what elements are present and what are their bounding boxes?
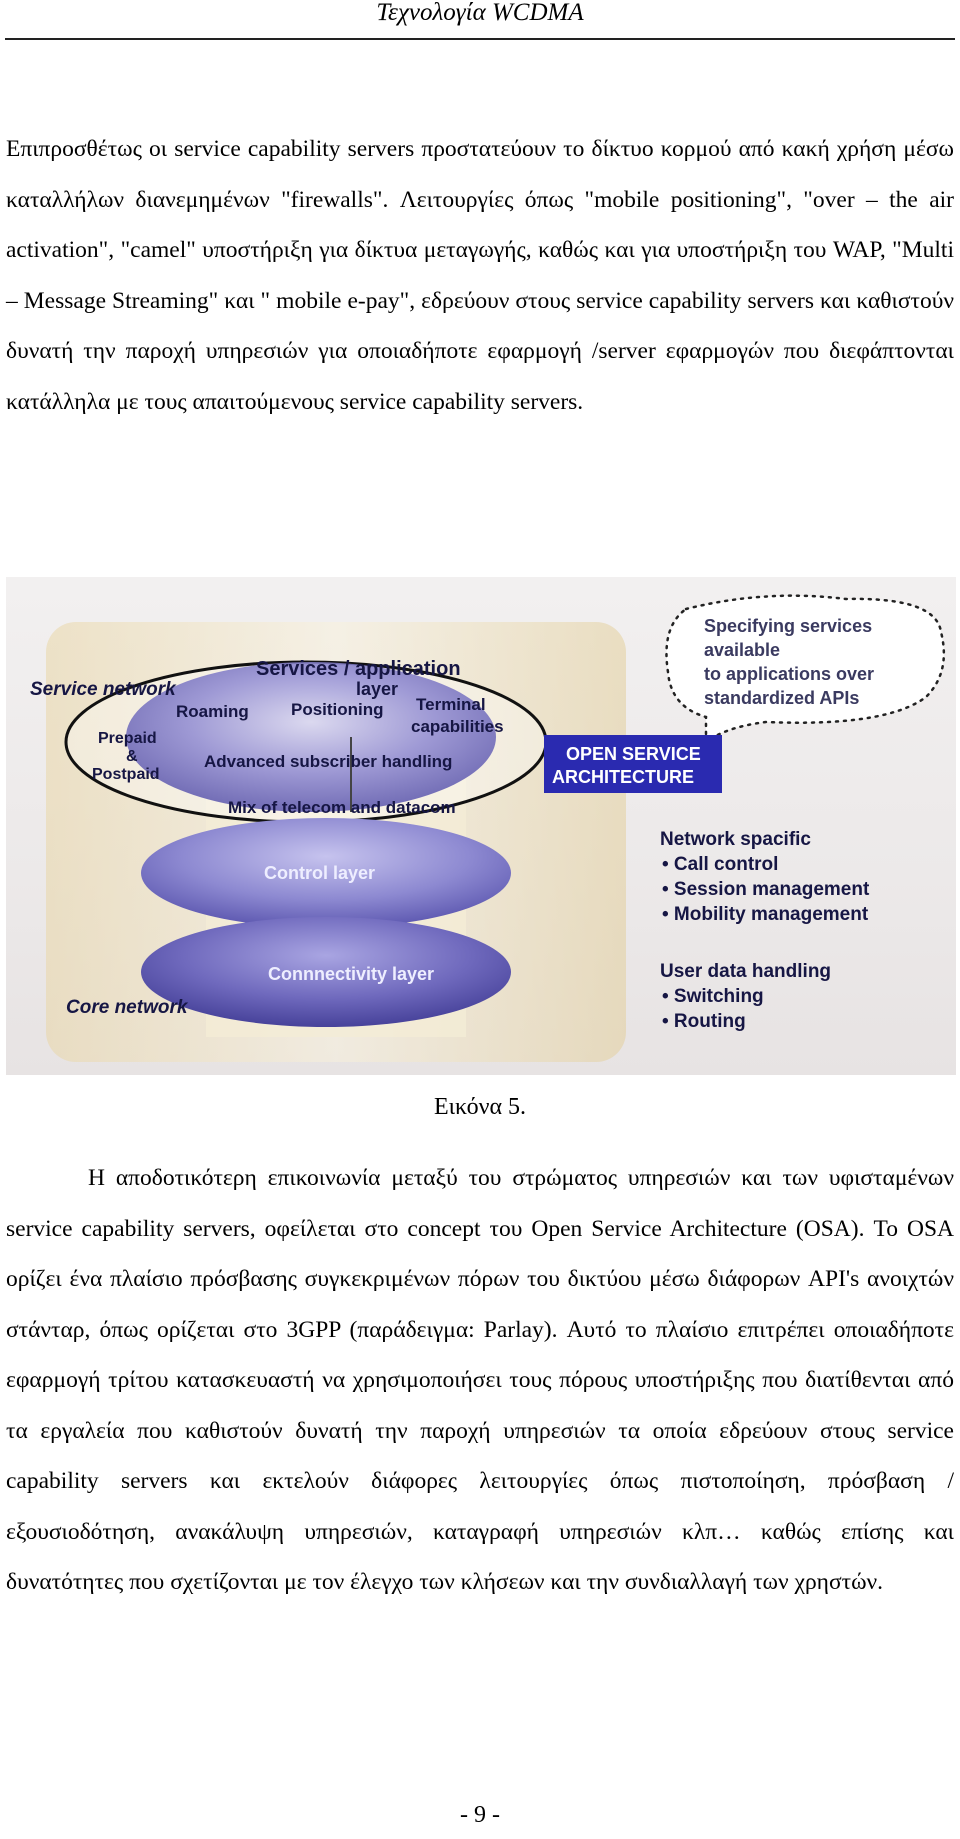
running-header: Τεχνολογία WCDMA [376, 0, 584, 26]
services-layer-label-1: Services / application [256, 658, 461, 680]
figure-caption: Εικόνα 5. [433, 1094, 527, 1120]
mix-telecom-label: Mix of telecom and datacom [228, 798, 456, 817]
services-layer-label-2: layer [356, 679, 399, 699]
network-specific-item: • Session management [662, 879, 870, 900]
user-data-title: User data handling [660, 961, 832, 982]
prepaid-label-3: Postpaid [92, 766, 160, 783]
cloud-label-2: available [704, 640, 781, 660]
connectivity-layer-label: Connnectivity layer [268, 964, 435, 984]
user-data-item: • Routing [662, 1011, 746, 1032]
terminal-label-1: Terminal [416, 695, 486, 714]
osa-diagram-svg [6, 577, 956, 1075]
prepaid-label-2: & [126, 748, 138, 765]
roaming-label: Roaming [176, 702, 249, 721]
header-divider [5, 38, 955, 40]
core-network-label: Core network [66, 997, 188, 1018]
services-disc [126, 662, 496, 812]
service-network-label: Service network [30, 679, 176, 700]
cloud-label-1: Specifying services [704, 616, 873, 636]
paragraph-1: Επιπροσθέτως οι service capability servers προστατεύουν το δίκτυο κορμού από κακή χρήση μέσω καταλλήλων διανεμημένων "firewalls". Λειτουργίες όπως "mobile positioning", "over – the air activation", "camel" υποστήριξη για δίκτυα μεταγωγής, καθώς και για υποστήριξη του WAP, "Multi – Message Streaming" και " mobile e-pay", εδρεύουν στους service capability servers και καθιστούν δυνατή την παροχή υπηρεσιών για οποιαδήποτε εφαρμογή /server εφαρμογών που διεφάπτονται κατάλληλα με τους απαιτούμενους service capability servers. [6, 136, 954, 415]
figure-osa-diagram [6, 577, 956, 1075]
network-specific-title: Network spacific [660, 829, 811, 850]
osa-label-2: ARCHITECTURE [552, 767, 694, 787]
advanced-handling-label: Advanced subscriber handling [204, 752, 453, 771]
user-data-item: • Switching [662, 986, 764, 1007]
cloud-label-4: standardized APIs [704, 688, 860, 708]
cloud-label-3: to applications over [704, 664, 875, 684]
paragraph-2: Η αποδοτικότερη επικοινωνία μεταξύ του στρώματος υπηρεσιών και των υφισταμένων service capability servers, οφείλεται στο concept του Open Service Architecture (OSA). Το OSA ορίζει ένα πλαίσιο πρόσβασης συγκεκριμένων πόρων του δικτύου μέσω διάφορων API's ανοιχτών στάνταρ, όπως ορίζεται στο 3GPP (παράδειγμα: Parlay). Αυτό το πλαίσιο επιτρέπει οποιαδήποτε εφαρμογή τρίτου κατασκευαστή να χρησιμοποιήσει τους πόρους υποστήριξης που διατίθενται από τα εργαλεία που καθιστούν δυνατή την παροχή υπηρεσιών τα οποία εδρεύουν στους service capability servers και εκτελούν διάφορες λειτουργίες όπως πιστοποίηση, πρόσβαση / εξουσιοδότηση, ανακάλυψη υπηρεσιών, καταγραφή υπηρεσιών κλπ… καθώς επίσης και δυνατότητες που σχετίζονται με τον έλεγχο των κλήσεων και την συνδιαλλαγή των χρηστών. [6, 1165, 954, 1595]
network-specific-item: • Mobility management [662, 904, 869, 925]
prepaid-label-1: Prepaid [98, 730, 157, 747]
network-specific-item: • Call control [662, 854, 779, 875]
terminal-label-2: capabilities [411, 717, 504, 736]
osa-label-1: OPEN SERVICE [566, 744, 701, 764]
page-number: - 9 - [460, 1802, 500, 1828]
positioning-label: Positioning [291, 700, 384, 719]
control-layer-label: Control layer [264, 863, 376, 883]
